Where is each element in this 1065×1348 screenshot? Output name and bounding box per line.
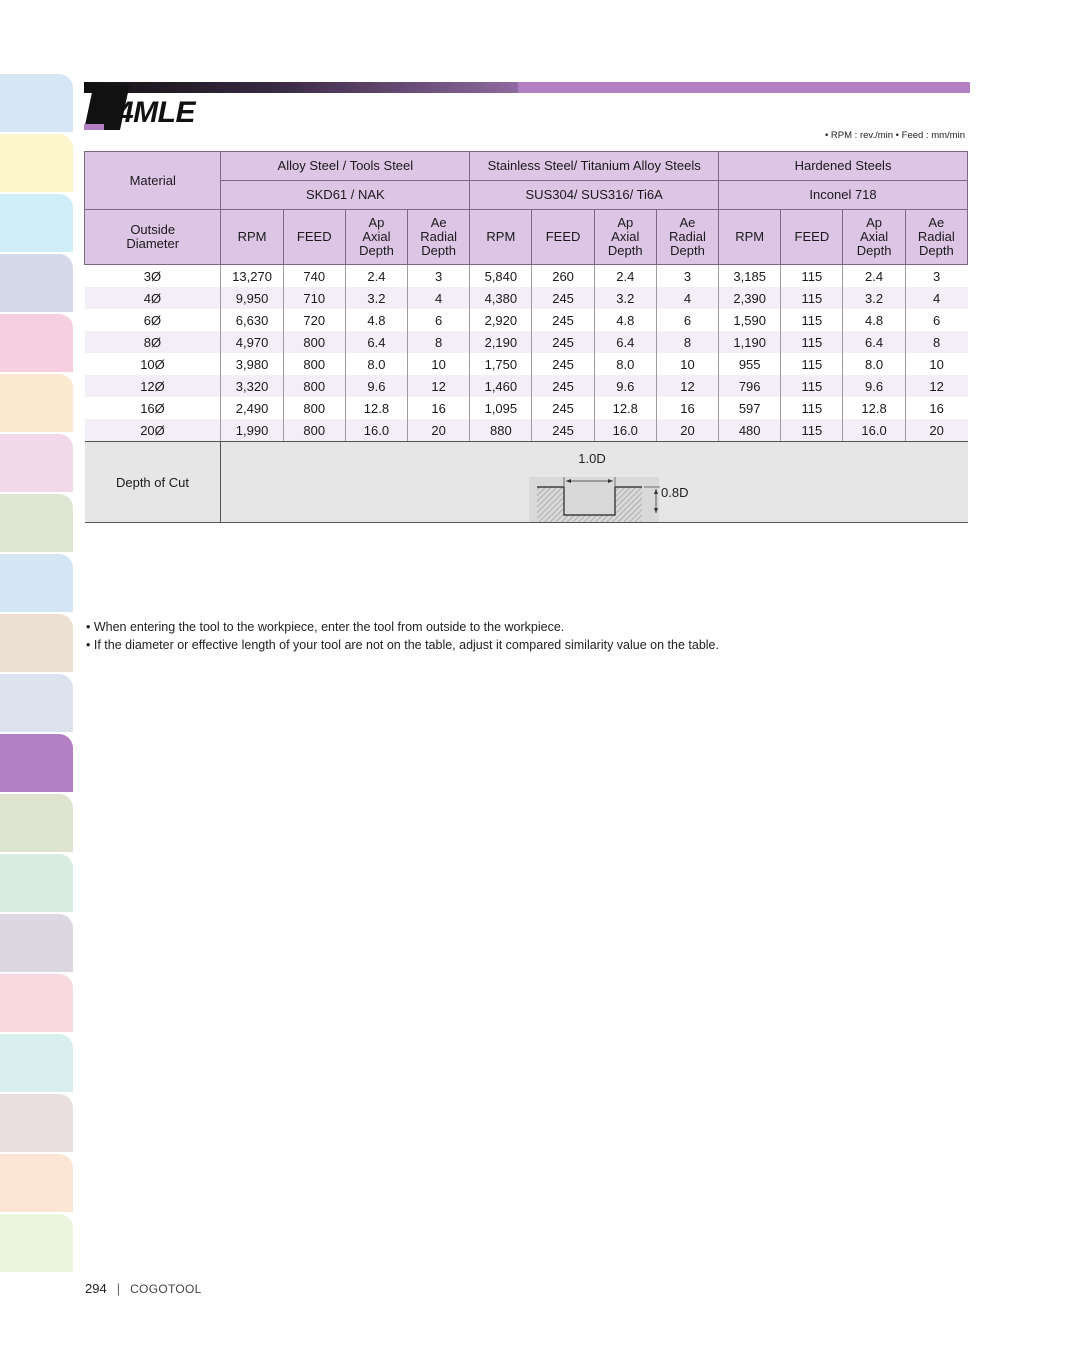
table-cell: 1,460 [470,375,532,397]
table-cell: 800 [283,331,345,353]
table-cell: 4,380 [470,287,532,309]
table-cell: 2,920 [470,309,532,331]
table-cell: 720 [283,309,345,331]
table-cell: 8 [656,331,718,353]
table-cell: 245 [532,419,594,442]
table-cell: 3 [656,265,718,288]
table-cell: 800 [283,419,345,442]
table-cell: 20 [905,419,967,442]
table-cell: 1,990 [221,419,283,442]
table-cell: 260 [532,265,594,288]
table-cell: 13,270 [221,265,283,288]
table-cell: 12.8 [345,397,407,419]
unit-note: • RPM : rev./min • Feed : mm/min [824,130,965,141]
sub-header-ap: Ap Axial Depth [345,210,407,265]
group-header-hardened: Hardened Steels [719,152,968,181]
sub-header-rpm: RPM [470,210,532,265]
depth-of-cut-label: Depth of Cut [85,442,221,523]
sub-header-ae: Ae Radial Depth [408,210,470,265]
table-cell: 245 [532,353,594,375]
table-cell: 6.4 [345,331,407,353]
table-cell: 16 [408,397,470,419]
table-cell: 245 [532,397,594,419]
sub-header-feed: FEED [532,210,594,265]
table-cell: 115 [781,353,843,375]
side-tab[interactable] [0,1214,73,1272]
page-title: 4MLE [117,96,196,129]
table-cell: 796 [719,375,781,397]
table-cell: 710 [283,287,345,309]
table-cell: 115 [781,265,843,288]
table-cell: 20 [656,419,718,442]
title-tab-accent [84,124,104,130]
side-tab[interactable] [0,1034,73,1092]
side-tab-strip [0,74,74,1274]
table-cell: 6 [656,309,718,331]
table-cell: 8.0 [843,353,905,375]
side-tab[interactable] [0,254,73,312]
table-cell: 3.2 [594,287,656,309]
table-row [85,265,968,288]
table-cell: 2,390 [719,287,781,309]
table-cell: 115 [781,419,843,442]
table-cell: 3,980 [221,353,283,375]
header-bar-gradient [84,82,518,93]
table-cell: 1,590 [719,309,781,331]
table-row [85,287,968,309]
table-cell: 10 [656,353,718,375]
diameter-cell: 12Ø [85,375,221,397]
diameter-cell: 20Ø [85,419,221,442]
material-header: Material [85,152,221,210]
table-cell: 8 [905,331,967,353]
table-cell: 115 [781,331,843,353]
side-tab[interactable] [0,734,73,792]
notes [86,618,719,654]
side-tab[interactable] [0,914,73,972]
table-row [85,397,968,419]
slot-diagram-graphic [494,442,694,522]
page-footer [85,1281,202,1296]
table-cell: 12 [408,375,470,397]
sub-header-ap: Ap Axial Depth [843,210,905,265]
table-cell: 1,095 [470,397,532,419]
table-row [85,419,968,442]
diameter-cell: 3Ø [85,265,221,288]
side-tab[interactable] [0,74,73,132]
table-cell: 12.8 [594,397,656,419]
table-cell: 6 [905,309,967,331]
table-cell: 16 [656,397,718,419]
table-cell: 2.4 [843,265,905,288]
table-cell: 12.8 [843,397,905,419]
slot-diagram [494,442,694,522]
side-tab[interactable] [0,314,73,372]
group-header-stainless: Stainless Steel/ Titanium Alloy Steels [470,152,719,181]
table-cell: 245 [532,287,594,309]
table-cell: 3,185 [719,265,781,288]
grade-hardened: Inconel 718 [719,181,968,210]
sub-header-feed: FEED [781,210,843,265]
table-cell: 16.0 [594,419,656,442]
table-cell: 800 [283,375,345,397]
table-cell: 115 [781,287,843,309]
sub-header-rpm: RPM [719,210,781,265]
depth-of-cut-diagram-cell [221,442,968,523]
side-tab[interactable] [0,434,73,492]
side-tab[interactable] [0,974,73,1032]
grade-stainless: SUS304/ SUS316/ Ti6A [470,181,719,210]
side-tab[interactable] [0,134,73,192]
table-row [85,375,968,397]
table-cell: 800 [283,397,345,419]
table-cell: 4 [905,287,967,309]
table-cell: 4.8 [345,309,407,331]
brand-name: COGOTOOL [130,1282,202,1296]
table-cell: 6.4 [594,331,656,353]
side-tab[interactable] [0,554,73,612]
table-cell: 1,190 [719,331,781,353]
table-cell: 4 [656,287,718,309]
table-cell: 9.6 [594,375,656,397]
table-cell: 6.4 [843,331,905,353]
side-tab[interactable] [0,1094,73,1152]
side-tab[interactable] [0,854,73,912]
table-cell: 16.0 [843,419,905,442]
table-cell: 3.2 [843,287,905,309]
side-tab[interactable] [0,194,73,252]
table-cell: 3.2 [345,287,407,309]
table-cell: 4,970 [221,331,283,353]
table-cell: 115 [781,397,843,419]
diameter-header: Outside Diameter [85,210,221,265]
sub-header-ae: Ae Radial Depth [656,210,718,265]
table-cell: 20 [408,419,470,442]
table-cell: 115 [781,375,843,397]
footer-separator: | [116,1281,121,1296]
sub-header-ap: Ap Axial Depth [594,210,656,265]
side-tab[interactable] [0,494,73,552]
table-row [85,353,968,375]
table-cell: 3,320 [221,375,283,397]
diameter-cell: 10Ø [85,353,221,375]
table-cell: 115 [781,309,843,331]
side-tab[interactable] [0,1154,73,1212]
side-tab[interactable] [0,374,73,432]
table-cell: 800 [283,353,345,375]
table-cell: 2.4 [345,265,407,288]
table-cell: 5,840 [470,265,532,288]
diameter-cell: 8Ø [85,331,221,353]
table-cell: 10 [905,353,967,375]
sub-header-feed: FEED [283,210,345,265]
table-cell: 597 [719,397,781,419]
table-cell: 8.0 [345,353,407,375]
table-cell: 4.8 [594,309,656,331]
table-cell: 880 [470,419,532,442]
table-cell: 8 [408,331,470,353]
diameter-cell: 16Ø [85,397,221,419]
table-cell: 16 [905,397,967,419]
diameter-cell: 6Ø [85,309,221,331]
table-cell: 12 [905,375,967,397]
table-cell: 8.0 [594,353,656,375]
table-cell: 12 [656,375,718,397]
table-cell: 9,950 [221,287,283,309]
table-cell: 245 [532,331,594,353]
table-cell: 955 [719,353,781,375]
sub-header-ae: Ae Radial Depth [905,210,967,265]
side-tab[interactable] [0,614,73,672]
side-tab[interactable] [0,794,73,852]
table-cell: 6 [408,309,470,331]
grade-alloy: SKD61 / NAK [221,181,470,210]
table-cell: 4 [408,287,470,309]
group-header-alloy: Alloy Steel / Tools Steel [221,152,470,181]
cutting-conditions-table [84,151,968,523]
table-cell: 9.6 [843,375,905,397]
diameter-cell: 4Ø [85,287,221,309]
table-row [85,331,968,353]
table-cell: 3 [408,265,470,288]
table-row [85,309,968,331]
table-cell: 2,490 [221,397,283,419]
width-label: 1.0D [578,451,607,466]
table-cell: 2.4 [594,265,656,288]
note-adjust: • If the diameter or effective length of your tool are not on the table, adjust it compared similarity value on the table. [86,638,719,652]
table-cell: 740 [283,265,345,288]
table-cell: 245 [532,375,594,397]
table-cell: 3 [905,265,967,288]
table-cell: 480 [719,419,781,442]
table-cell: 10 [408,353,470,375]
table-cell: 245 [532,309,594,331]
table-cell: 4.8 [843,309,905,331]
side-tab[interactable] [0,674,73,732]
table-cell: 16.0 [345,419,407,442]
page-number: 294 [85,1281,107,1296]
note-entry: • When entering the tool to the workpiece, enter the tool from outside to the workpiece. [86,620,565,634]
table-cell: 2,190 [470,331,532,353]
sub-header-rpm: RPM [221,210,283,265]
depth-label: 0.8D [661,485,689,500]
table-cell: 9.6 [345,375,407,397]
table-cell: 6,630 [221,309,283,331]
table-cell: 1,750 [470,353,532,375]
